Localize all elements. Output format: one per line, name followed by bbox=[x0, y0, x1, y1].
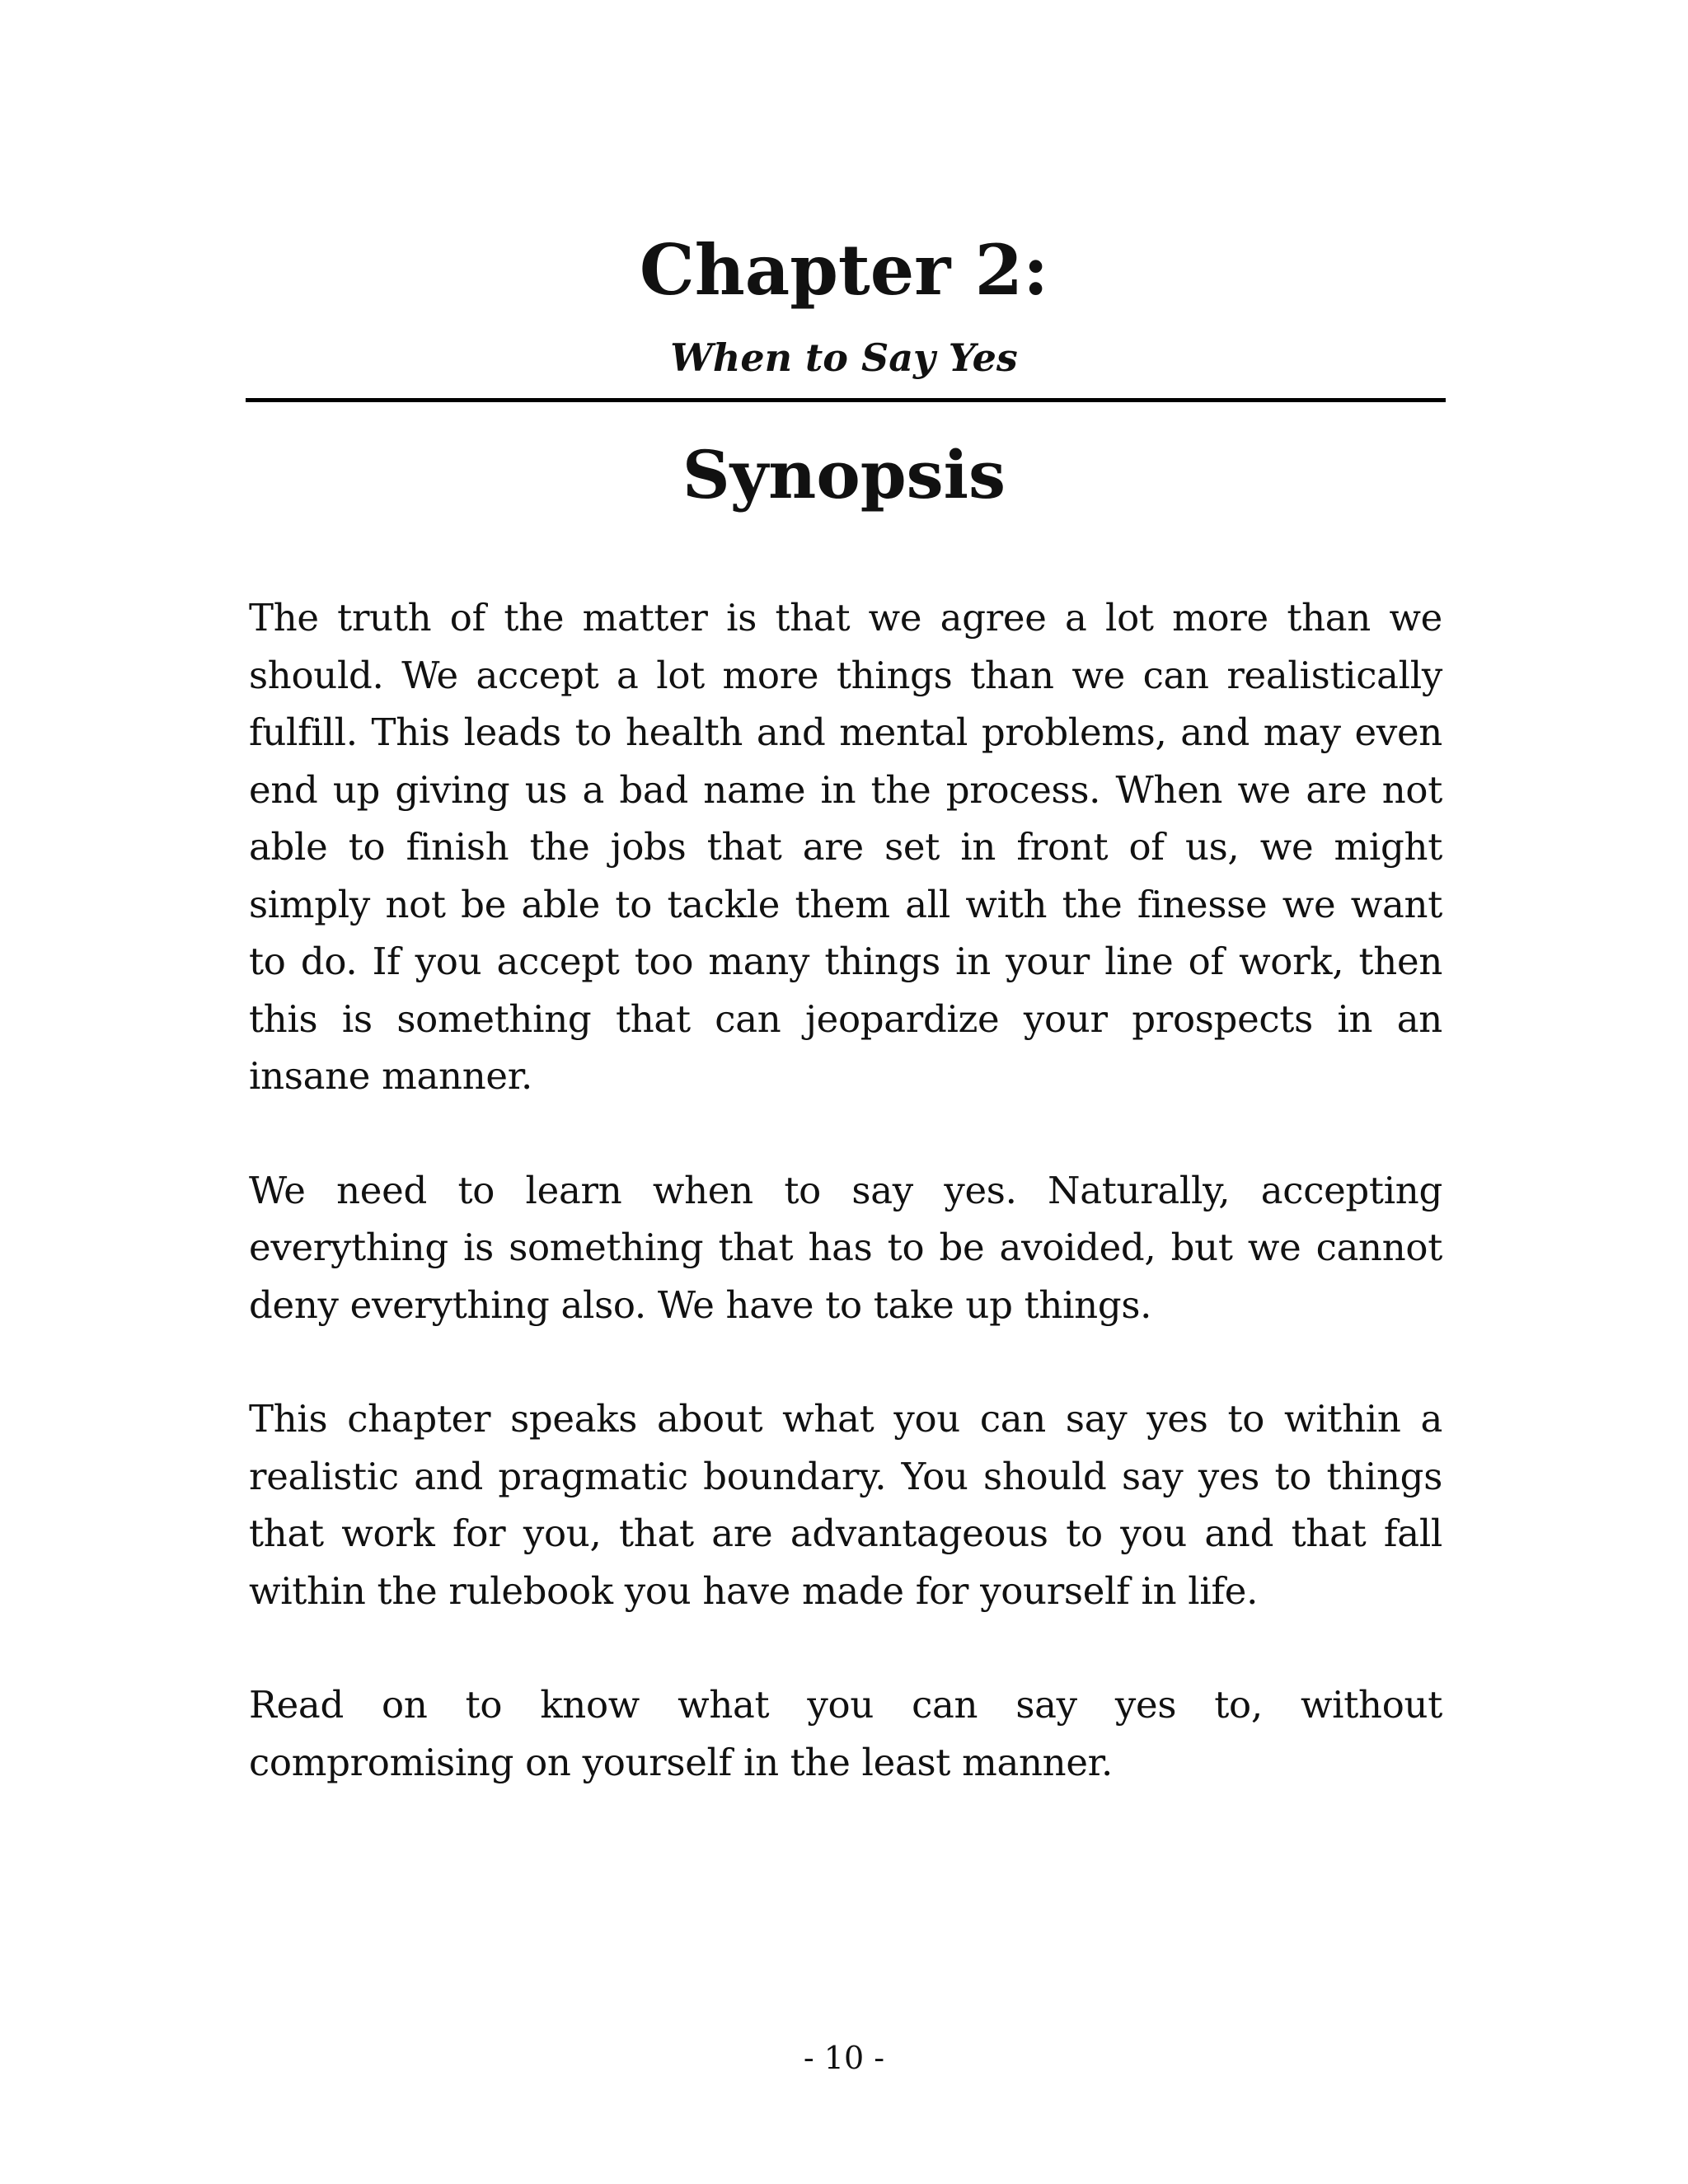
horizontal-divider bbox=[246, 398, 1446, 402]
chapter-subtitle: When to Say Yes bbox=[670, 335, 1018, 380]
paragraph: Read on to know what you can say yes to, without compromising on yourself in the least manner. bbox=[249, 1683, 1442, 1784]
page-number: - 10 - bbox=[803, 2040, 885, 2076]
section-title: Synopsis bbox=[682, 436, 1006, 513]
paragraph: We need to learn when to say yes. Naturally, accepting everything is something that has to be avoided, but we cannot deny everything also. We have to take up things. bbox=[249, 1168, 1442, 1327]
paragraph: This chapter speaks about what you can say yes to within a realistic and pragmatic boundary. You should say yes to things that work for you, that are advantageous to you and that fall within the rulebook you have made for yourself in life. bbox=[249, 1397, 1442, 1613]
chapter-title: Chapter 2: bbox=[639, 229, 1049, 311]
paragraph: The truth of the matter is that we agree a lot more than we should. We accept a lot more things than we can realistically fulfill. This leads to health and mental problems, and may even end up giving us a bad name in the process. When we are not able to finish the jobs that are set in front of us, we might simply not be able to tackle them all with the finesse we want to do. If you accept too many things in your line of work, then this is something that can jeopardize your prospects in an insane manner. bbox=[249, 596, 1442, 1098]
body-text bbox=[249, 589, 1442, 1848]
